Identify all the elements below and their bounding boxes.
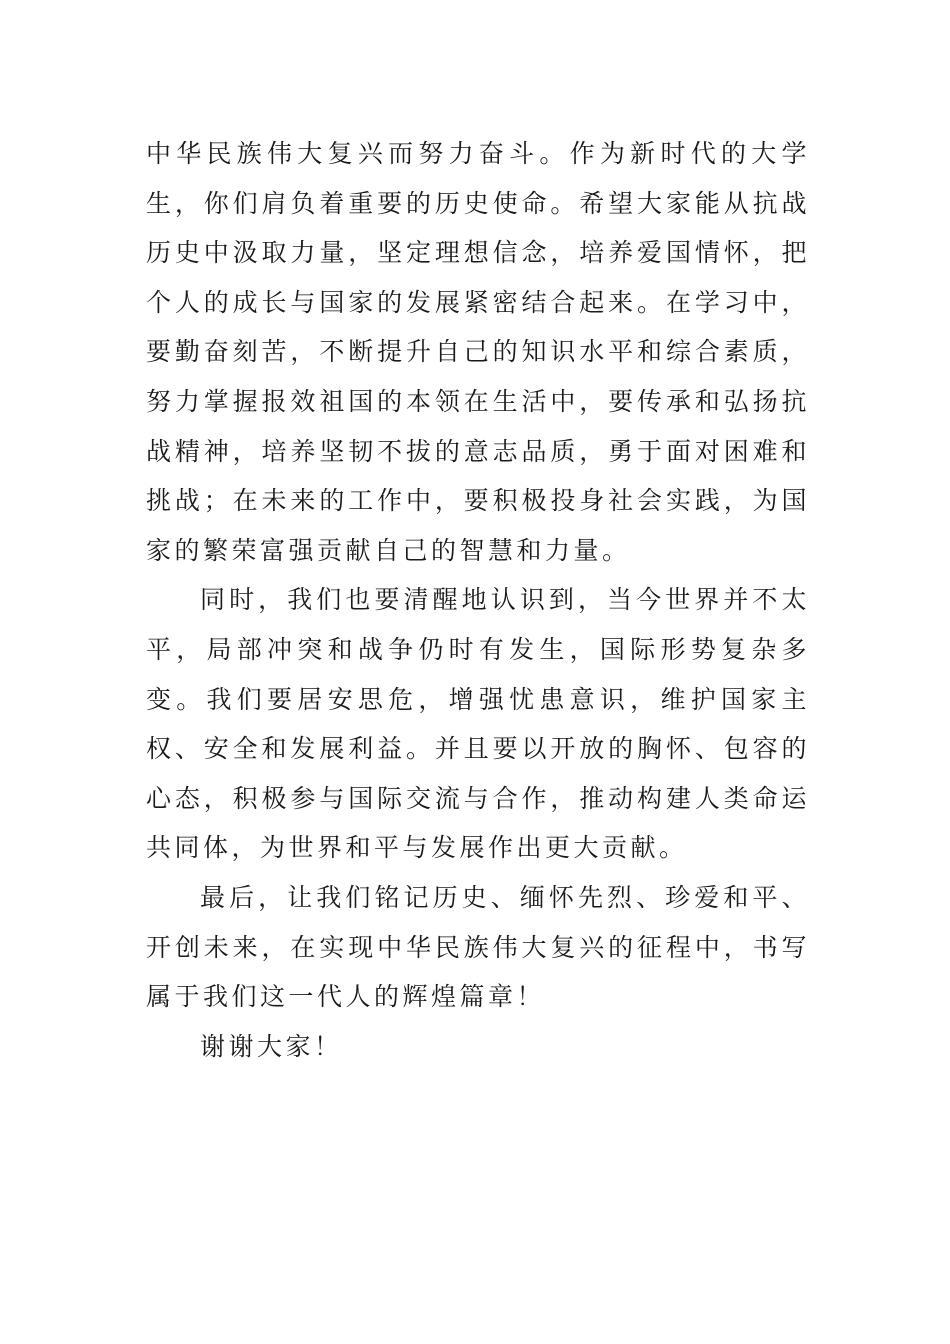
paragraph-conclusion: 最后，让我们铭记历史、缅怀先烈、珍爱和平、开创未来，在实现中华民族伟大复兴的征程中，书写属于我们这一代人的辉煌篇章！ (146, 882, 810, 1012)
paragraph-thanks: 谢谢大家！ (200, 1031, 343, 1061)
paragraph-world-situation: 同时，我们也要清醒地认识到，当今世界并不太平，局部冲突和战争仍时有发生，国际形势复杂多变。我们要居安思危，增强忧患意识，维护国家主权、安全和发展利益。并且要以开放的胸怀、包容的心态，积极参与国际交流与合作，推动构建人类命运共同体，为世界和平与发展作出更大贡献。 (146, 585, 810, 863)
speech-body (146, 129, 810, 1071)
paragraph-continuation: 中华民族伟大复兴而努力奋斗。作为新时代的大学生，你们肩负着重要的历史使命。希望大家能从抗战历史中汲取力量，坚定理想信念，培养爱国情怀，把个人的成长与国家的发展紧密结合起来。在学习中，要勤奋刻苦，不断提升自己的知识水平和综合素质，努力掌握报效祖国的本领在生活中，要传承和弘扬抗战精神，培养坚韧不拔的意志品质，勇于面对困难和挑战；在未来的工作中，要积极投身社会实践，为国家的繁荣富强贡献自己的智慧和力量。 (146, 139, 810, 565)
